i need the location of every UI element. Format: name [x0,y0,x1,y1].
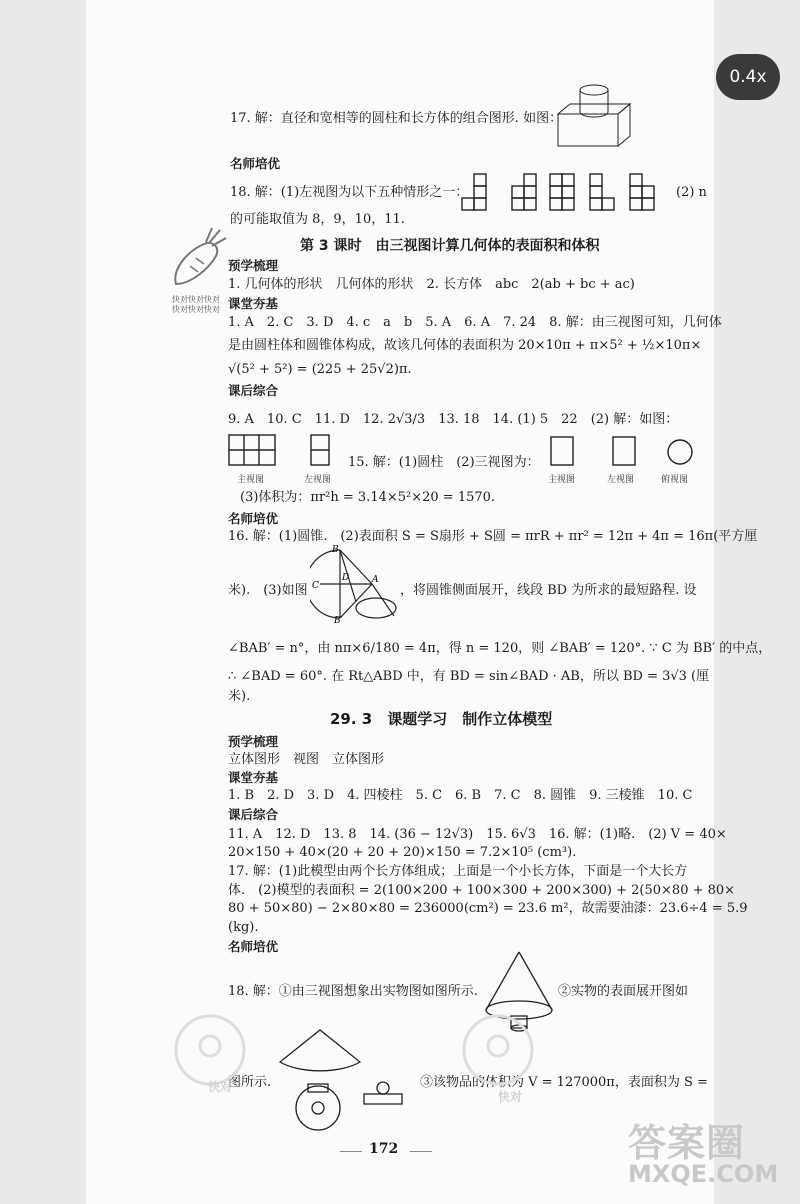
caption: 左视图 [304,475,332,485]
text-line: 17. 解：直径和宽相等的圆柱和长方体的组合图形. 如图： [230,111,563,126]
text-line: ②实物的表面展开图如 [558,984,689,999]
text-line: 是由圆柱体和圆锥体构成，故该几何体的表面积为 20×10π + π×5² + ½×10π× [228,338,702,353]
surface-net-figure [268,1028,418,1158]
text-line: 9. A 10. C 11. D 12. 2√3/3 13. 18 14. (1) 5 22 (2) 解：如图： [228,412,679,427]
caption: 主视图 [548,475,576,485]
text-line: 17. 解：(1)此模型由两个长方体组成；上面是一个小长方体，下面是一个大长方 [228,864,688,879]
watermark-circle-icon [458,1010,538,1090]
text-line: 16. 解：(1)圆锥. (2)表面积 S = S扇形 + S圆 = πrR + πr² = 12π + 4π = 16π(平方厘 [228,529,758,544]
text-line: 11. A 12. D 13. 8 14. (36 − 12√3) 15. 6√3 16. 解：(1)略. (2) V = 40× [228,827,727,842]
lesson-title: 第 3 课时 由三视图计算几何体的表面积和体积 [300,238,600,254]
lesson-title: 29. 3 课题学习 制作立体模型 [330,710,553,728]
section-heading: 课堂夯基 [228,296,279,311]
text-line: ③该物品的体积为 V = 127000π，表面积为 S = [420,1075,708,1090]
text-line: 体. (2)模型的表面积 = 2(100×200 + 100×300 + 200×300) + 2(50×80 + 80× [228,883,736,898]
section-heading: 预学梳理 [228,258,279,273]
text-line: 立体图形 视图 立体图形 [228,752,385,767]
text-line: ∴ ∠BAD = 60°. 在 Rt△ABD 中，有 BD = sin∠BAD · AB，所以 BD = 3√3 (厘 [228,669,710,684]
divider [410,1151,432,1152]
q14-left-view [310,434,332,468]
q15-top-view [666,438,694,466]
page-number: 172 [369,1141,399,1157]
divider [340,1151,362,1152]
q14-front-view [228,434,278,468]
section-heading: 课后综合 [228,807,279,822]
point-label-a: A [372,575,379,585]
point-label-bp: B′ [334,616,343,624]
section-heading: 名师培优 [230,156,281,171]
section-heading: 课堂夯基 [228,770,279,785]
text-line: 米). [228,689,251,704]
text-line: √(5² + 5²) = (225 + 25√2)π. [228,362,412,377]
watermark-circle-text: 快对 [208,1080,233,1094]
text-line: 18. 解：①由三视图想象出实物图如图所示. [228,984,478,999]
text-line: 1. A 2. C 3. D 4. c a b 5. A 6. A 7. 24 8. 解：由三视图可知，几何体 [228,315,722,330]
text-line: 的可能取值为 8，9，10，11. [230,212,405,227]
text-line: ，将圆锥侧面展开，线段 BD 为所求的最短路程. 设 [400,583,697,598]
text-line: 80 + 50×80) − 2×80×80 = 236000(cm²) = 23.6 m²，故需要油漆：23.6÷4 = 5.9 [228,901,748,916]
caption: 俯视图 [661,475,689,485]
left-view-options-figure [460,170,665,212]
section-heading: 名师培优 [228,511,279,526]
text-line: (kg). [228,920,259,935]
section-heading: 名师培优 [228,939,279,954]
text-line: (3)体积为：πr²h = 3.14×5²×20 = 1570. [240,490,496,505]
text-line: ∠BAB′ = n°，由 nπ×6/180 = 4π，得 n = 120，则 ∠BAB′ = 120°. ∵ C 为 BB′ 的中点， [228,641,772,656]
watermark-circle-text: 快对 [498,1090,523,1104]
caption: 主视图 [237,475,265,485]
point-label-b: B [332,545,339,555]
text-line: (2) n [676,185,707,200]
text-line: 米). (3)如图 [228,583,308,598]
section-heading: 预学梳理 [228,734,279,749]
cone-unfold-figure [310,544,400,624]
playback-speed-badge[interactable]: 0.4x [716,54,780,100]
q15-left-view [612,436,636,466]
q15-front-view [550,436,574,466]
watermark-url: MXQE.COM [628,1160,779,1188]
caption: 左视图 [607,475,635,485]
point-label-c: C [312,581,319,591]
text-line: 20×150 + 40×(20 + 20 + 20)×150 = 7.2×10⁵ (cm³). [228,845,577,860]
text-line: 1. 几何体的形状 几何体的形状 2. 长方体 abc 2(ab + bc + ac) [228,277,635,292]
text-line: 15. 解：(1)圆柱 (2)三视图为： [348,455,540,470]
watermark-logo: 答案圈 [628,1121,746,1165]
section-heading: 课后综合 [228,383,279,398]
carrot-icon [168,222,230,294]
text-line: 18. 解：(1)左视图为以下五种情形之一： [230,185,469,200]
text-line: 图所示. [228,1075,272,1090]
text-line: 1. B 2. D 3. D 4. 四棱柱 5. C 6. B 7. C 8. 圆锥 9. 三棱锥 10. C [228,788,693,803]
point-label-d: D [342,573,350,583]
cylinder-box-figure [556,82,634,150]
stamp-text: 快对快对快对 快对快对快对 [172,295,220,314]
